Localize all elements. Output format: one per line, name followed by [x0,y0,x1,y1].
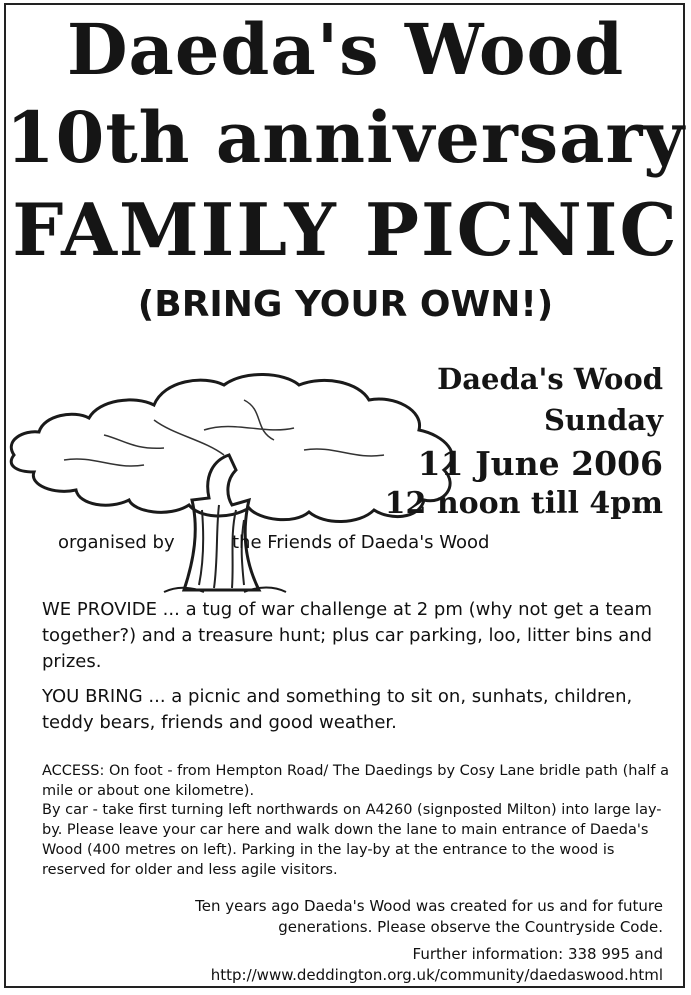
footer-line-1: Ten years ago Daeda's Wood was created for us and for future [195,897,663,915]
title-line-1: Daeda's Wood [66,8,625,91]
title-line-3: FAMILY PICNIC [12,187,679,272]
event-time: 12 noon till 4pm [384,486,663,521]
footer-contact: Further information: 338 995 and [412,945,663,963]
access-on-foot: ACCESS: On foot - from Hempton Road/ The Daedings by Cosy Lane bridle path (half a mile or about one kilometre). [42,763,669,799]
organiser-prefix: organised by [58,532,175,553]
you-bring-text: YOU BRING ... a picnic and something to sit on, sunhats, children, teddy bears, friends and good weather. [42,686,633,733]
access-by-car: By car - take first turning left northwards on A4260 (signposted Milton) into large lay-by. Please leave your car here and walk down the lane to main entrance of Daeda's Wood (400 metres on left). Parking in the lay-by at the entrance to the wood is reserved for older and less agile visitors. [42,802,662,878]
title-line-2: 10th anniversary [5,96,686,179]
tree-icon [4,360,474,595]
event-place: Daeda's Wood [437,362,663,396]
footer-line-2: generations. Please observe the Countryside Code. [278,918,663,936]
title-line-4: (BRING YOUR OWN!) [137,284,554,325]
organiser-name: the Friends of Daeda's Wood [232,532,490,553]
we-provide-text: WE PROVIDE ... a tug of war challenge at 2 pm (why not get a team together?) and a treasure hunt; plus car parking, loo, litter bins and prizes. [42,599,653,672]
footer-website-link[interactable]: http://www.deddington.org.uk/community/daedaswood.html [210,966,663,984]
event-date: 11 June 2006 [417,444,663,483]
event-day: Sunday [543,403,663,437]
